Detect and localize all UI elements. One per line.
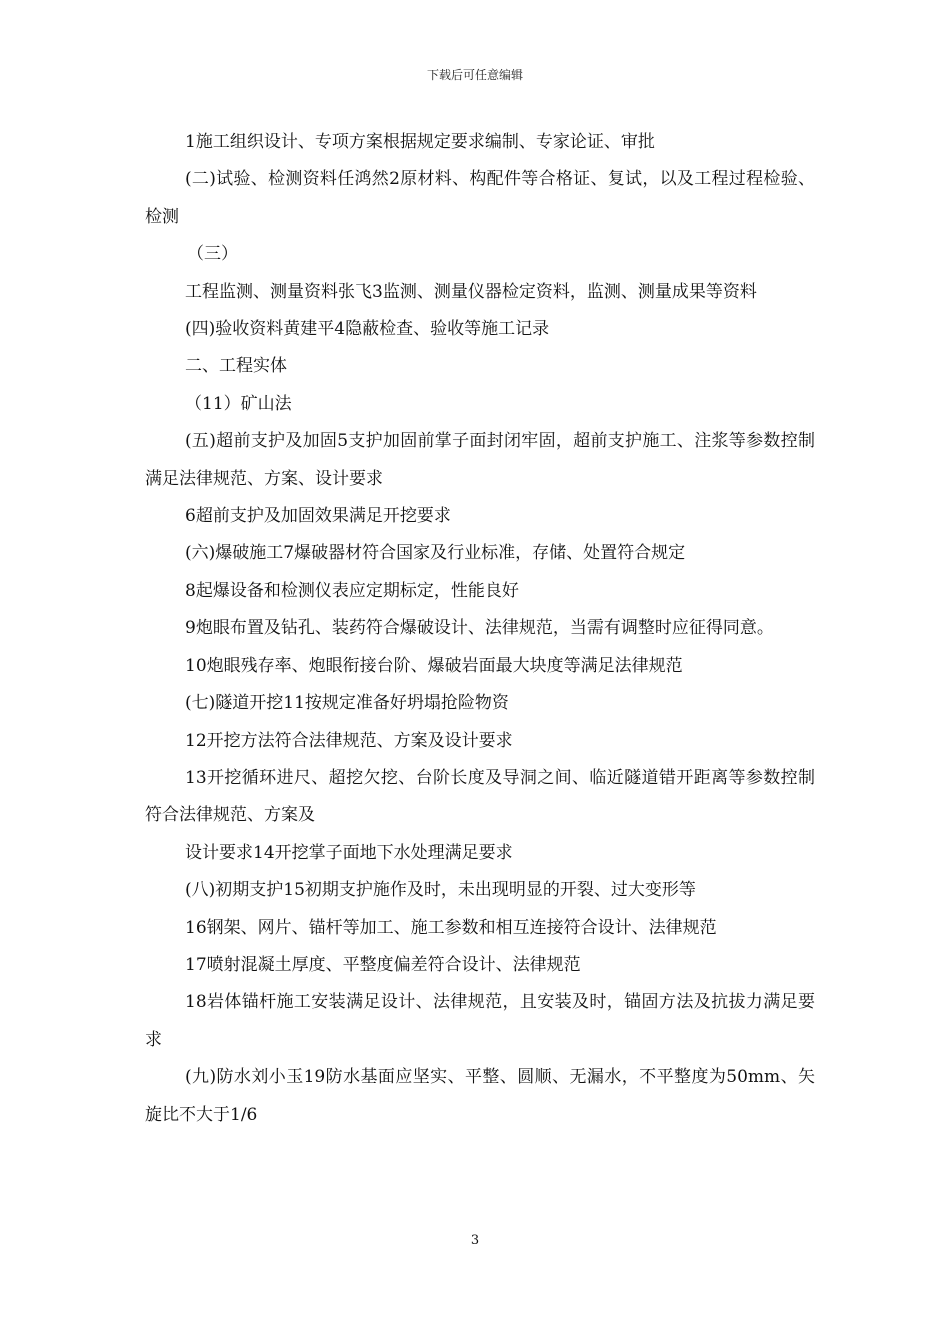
paragraph: (七)隧道开挖11按规定准备好坍塌抢险物资 — [185, 693, 509, 714]
paragraph: (四)验收资料黄建平4隐蔽检查、验收等施工记录 — [185, 319, 550, 340]
section-heading: 二、工程实体 — [185, 356, 287, 377]
paragraph: (六)爆破施工7爆破器材符合国家及行业标准，存储、处置符合规定 — [185, 543, 686, 564]
paragraph: （三） — [187, 244, 238, 265]
paragraph: 6超前支护及加固效果满足开挖要求 — [185, 506, 451, 527]
paragraph: 12开挖方法符合法律规范、方案及设计要求 — [185, 730, 513, 751]
paragraph: 设计要求14开挖掌子面地下水处理满足要求 — [185, 842, 513, 863]
paragraph: 8起爆设备和检测仪表应定期标定，性能良好 — [185, 580, 519, 601]
page-header: 下载后可任意编辑 — [426, 68, 523, 82]
paragraph: (二)试验、检测资料任鸿然2原材料、构配件等合格证、复试，以及工程过程检验、检测 — [145, 169, 815, 227]
paragraph: 1施工组织设计、专项方案根据规定要求编制、专家论证、审批 — [185, 132, 655, 152]
paragraph: (九)防水刘小玉19防水基面应坚实、平整、圆顺、无漏水，不平整度为50mm、矢旋比不大于1/6 — [145, 1067, 815, 1125]
subsection-heading: （11）矿山法 — [185, 393, 292, 414]
page-number: 3 — [470, 1233, 480, 1248]
paragraph: 工程监测、测量资料张飞3监测、测量仪器检定资料，监测、测量成果等资料 — [185, 281, 757, 302]
document-body — [145, 124, 815, 1134]
paragraph: 10炮眼残存率、炮眼衔接台阶、爆破岩面最大块度等满足法律规范 — [185, 655, 683, 676]
paragraph: 18岩体锚杆施工安装满足设计、法律规范，且安装及时，锚固方法及抗拔力满足要求 — [145, 992, 815, 1050]
paragraph: (八)初期支护15初期支护施作及时，未出现明显的开裂、过大变形等 — [185, 880, 696, 901]
paragraph: 16钢架、网片、锚杆等加工、施工参数和相互连接符合设计、法律规范 — [185, 917, 717, 938]
paragraph: (五)超前支护及加固5支护加固前掌子面封闭牢固，超前支护施工、注浆等参数控制满足法律规范、方案、设计要求 — [145, 431, 815, 489]
paragraph: 13开挖循环进尺、超挖欠挖、台阶长度及导洞之间、临近隧道错开距离等参数控制符合法律规范、方案及 — [145, 767, 815, 826]
paragraph: 9炮眼布置及钻孔、装药符合爆破设计、法律规范，当需有调整时应征得同意。 — [185, 618, 774, 639]
paragraph: 17喷射混凝土厚度、平整度偏差符合设计、法律规范 — [185, 954, 581, 975]
